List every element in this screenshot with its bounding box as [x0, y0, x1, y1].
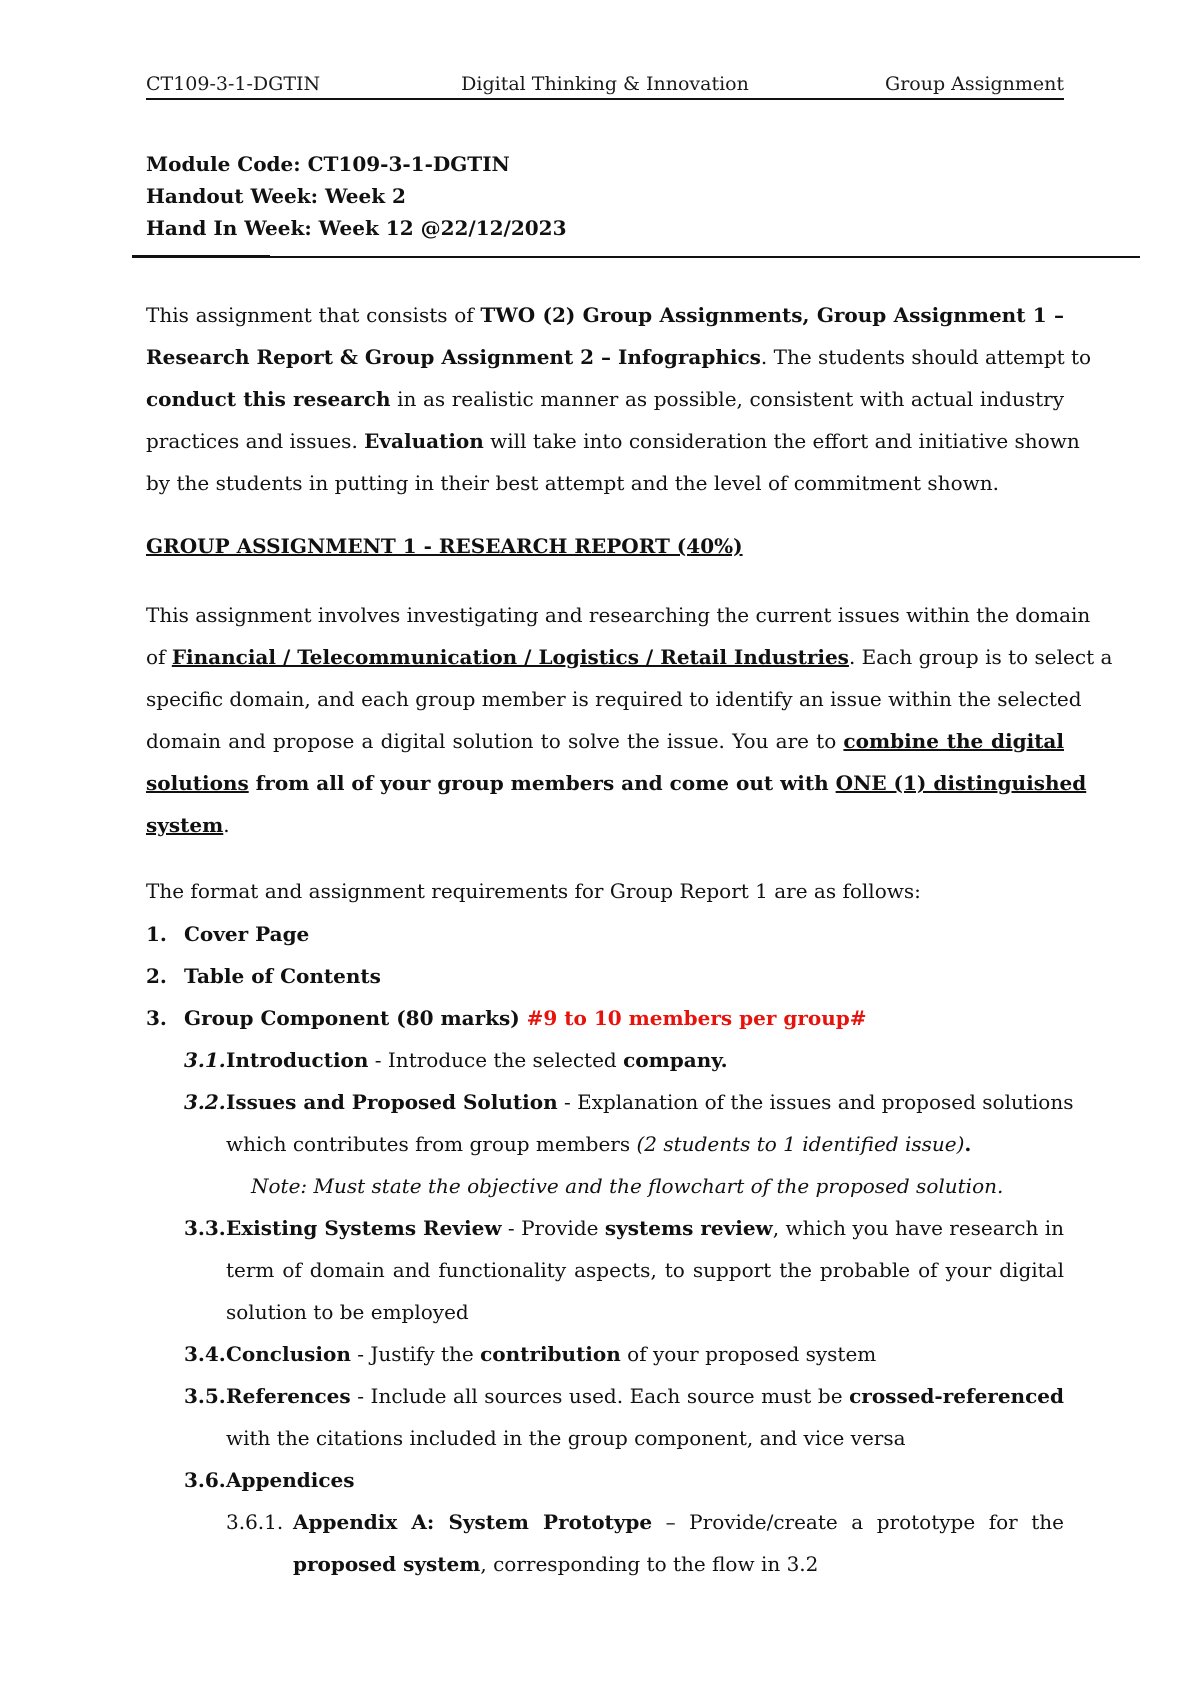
- list-item: 1. Cover Page: [146, 922, 310, 946]
- header-divider: [146, 98, 1064, 100]
- running-header: [146, 72, 1064, 96]
- list-item: 3.6. Appendices: [184, 1468, 355, 1492]
- format-intro: The format and assignment requirements for Group Report 1 are as follows:: [146, 879, 921, 903]
- handout-week: Handout Week: Week 2: [146, 184, 406, 208]
- list-item: 3.6.1. Appendix A: System Prototype – Provide/create a prototype for the: [226, 1510, 1065, 1534]
- note: Note: Must state the objective and the flowchart of the proposed solution.: [251, 1174, 1004, 1198]
- header-module-title: Digital Thinking & Innovation: [461, 73, 749, 95]
- list-item: 3.2. Issues and Proposed Solution - Explanation of the issues and proposed solutions: [184, 1090, 1074, 1114]
- intro-paragraph: This assignment that consists of TWO (2) Group Assignments, Group Assignment 1 – Research Report & Group Assignment 2 – Infographics. The students should attempt to conduct this research in as realistic manner as possible, consistent with actual industry practices and issues. Evaluation will take into consideration the effort and initiative shown by the students in putting in their best attempt and the level of commitment shown.: [146, 303, 1092, 495]
- list-item: 3. Group Component (80 marks) #9 to 10 members per group#: [146, 1006, 867, 1030]
- module-meta: [146, 148, 567, 244]
- header-doc-type: Group Assignment: [885, 73, 1064, 95]
- list-item: 3.4. Conclusion - Justify the contribution of your proposed system: [184, 1342, 877, 1366]
- list-item: 3.1. Introduction - Introduce the selected company.: [184, 1048, 728, 1072]
- header-module-code: CT109-3-1-DGTIN: [146, 73, 321, 95]
- list-item: 3.5. References - Include all sources used. Each source must be crossed-referenced: [184, 1384, 1064, 1408]
- hand-in-week: Hand In Week: Week 12 @22/12/2023: [146, 216, 567, 240]
- meta-divider: [270, 256, 1140, 258]
- list-item: 3.3. Existing Systems Review - Provide systems review, which you have research in: [184, 1216, 1064, 1240]
- section-heading: GROUP ASSIGNMENT 1 - RESEARCH REPORT (40%): [146, 534, 743, 558]
- meta-divider-thick: [132, 255, 270, 258]
- task-paragraph: This assignment involves investigating and researching the current issues within the domain of Financial / Telecommunication / Logistics / Retail Industries. Each group is to select a specific domain, and each group member is required to identify an issue within the selected domain and propose a digital solution to solve the issue. You are to combine the digital solutions from all of your group members and come out with ONE (1) distinguished system.: [146, 603, 1113, 837]
- module-code: Module Code: CT109-3-1-DGTIN: [146, 152, 510, 176]
- list-item: 2. Table of Contents: [146, 964, 381, 988]
- member-count-note: #9 to 10 members per group#: [526, 1006, 867, 1030]
- requirements-list: 1. Cover Page 2. Table of Contents 3. Group Component (80 marks) #9 to 10 members per group# 3.1. Introduction - Introduce the selected company. 3.2. Issues and Proposed Solution - Explanation of the issues and proposed solutions which contributes from group members (2 students to 1 identified issue). Note: Must state the objective and the flowchart of the proposed solution. 3.3. Existing Systems Review - Provide systems review, which you have research in term of domain and functionality aspects, to support the probable of your digital solution to be employed 3.4. Conclusion - Justify the contribution of your proposed system 3.5. References - Include all sources used. Each source must be crossed-referenced with the citations included in the group component, and vice versa 3.6. Appendices 3.6.1. Appendix A: System Prototype – Provide/create a prototype for the proposed system, corresponding to the flow in 3.2: [146, 913, 1064, 1585]
